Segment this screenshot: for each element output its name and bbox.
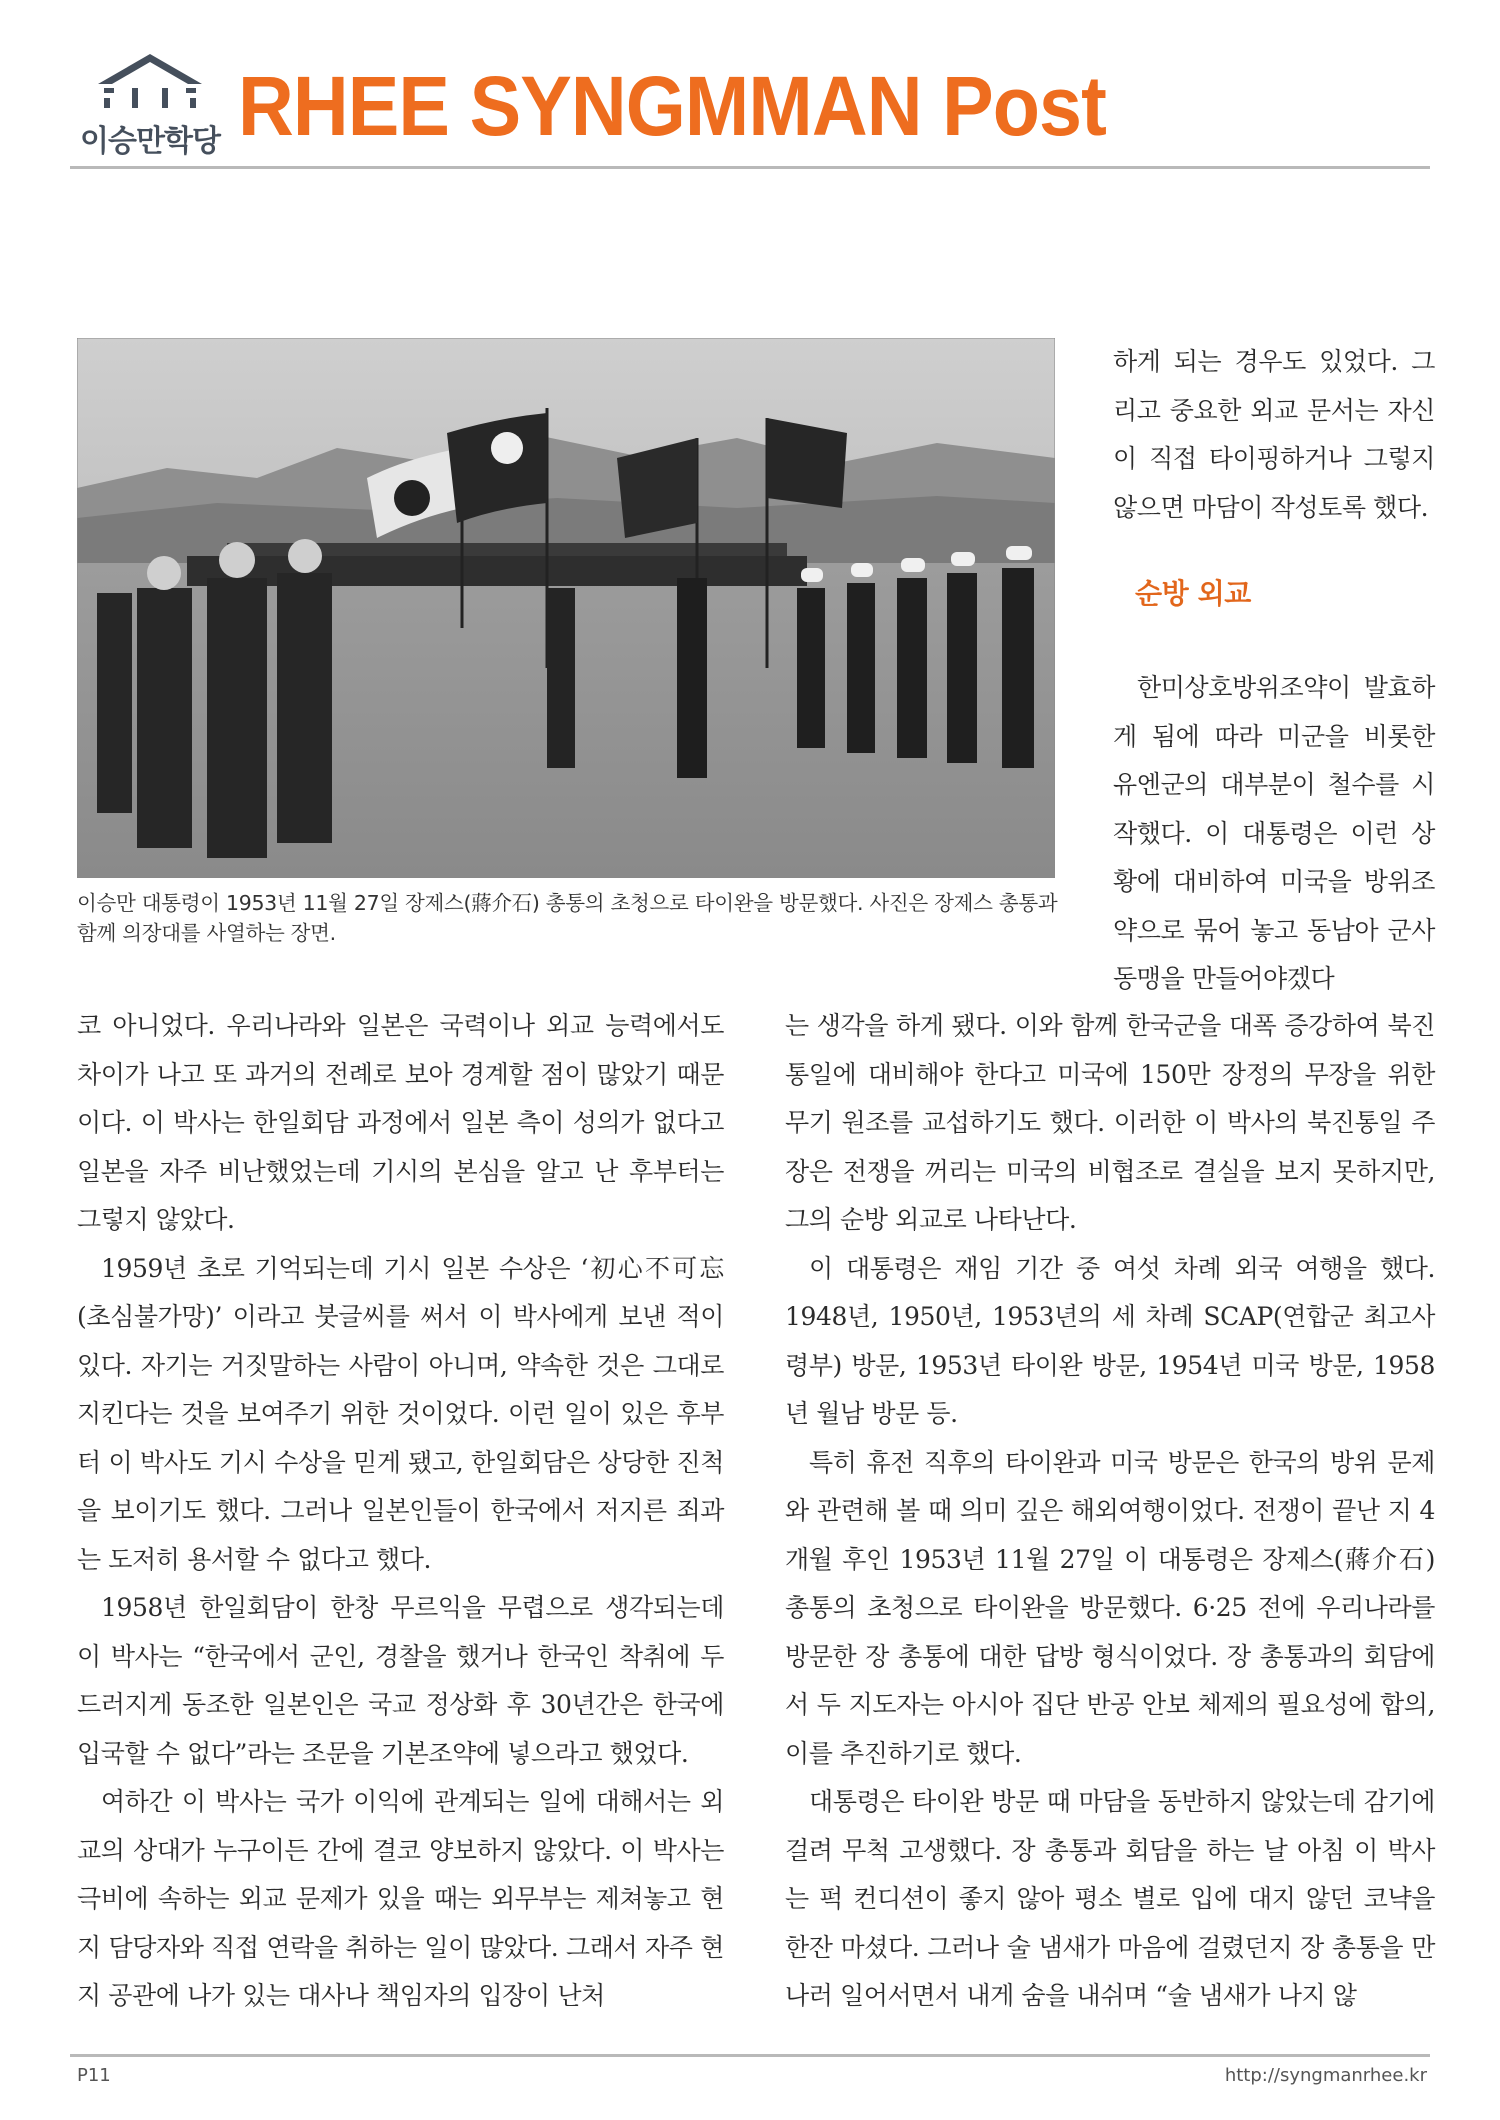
school-house-icon — [90, 50, 210, 116]
right-column-mid — [1113, 664, 1435, 1004]
paragraph: 1958년 한일회담이 한창 무르익을 무렵으로 생각되는데 이 박사는 “한국에서 군인, 경찰을 했거나 한국인 착취에 두드러지게 동조한 일본인은 국교 정상화 후 30년간은 한국에 입국할 수 없다”라는 조문을 기본조약에 넣으라고 했었다. — [77, 1593, 724, 1768]
logo-text: 이승만학당 — [80, 124, 220, 159]
paragraph: 이 대통령은 재임 기간 중 여섯 차례 외국 여행을 했다. 1948년, 1950년, 1953년의 세 차례 SCAP(연합군 최고사령부) 방문, 1953년 타이완 방문, 1954년 미국 방문, 1958년 월남 방문 등. — [785, 1253, 1435, 1428]
paragraph: 한미상호방위조약이 발효하게 됨에 따라 미군을 비롯한 유엔군의 대부분이 철수를 시작했다. 이 대통령은 이런 상황에 대비하여 미국을 방위조약으로 묶어 놓고 동남아 군사동맹을 만들어야겠다 — [1113, 673, 1435, 993]
right-column-top — [1113, 338, 1435, 618]
footer-divider — [70, 2054, 1430, 2057]
historical-photo — [77, 338, 1055, 878]
paragraph: 대통령은 타이완 방문 때 마담을 동반하지 않았는데 감기에 걸려 무척 고생했다. 장 총통과 회담을 하는 날 아침 이 박사는 퍽 컨디션이 좋지 않아 평소 별로 입에 대지 않던 코냑을 한잔 마셨다. 그러나 술 냄새가 마음에 걸렸던지 장 총통을 만나러 일어서면서 내게 숨을 내쉬며 “술 냄새가 나지 않 — [785, 1787, 1435, 2010]
website-url[interactable]: http://syngmanrhee.kr — [1224, 2065, 1427, 2086]
header-divider — [70, 166, 1430, 169]
masthead-title: RHEE SYNGMMAN Post — [238, 59, 1106, 153]
paragraph: 는 생각을 하게 됐다. 이와 함께 한국군을 대폭 증강하여 북진통일에 대비해야 한다고 미국에 150만 장정의 무장을 위한 무기 원조를 교섭하기도 했다. 이러한 이 박사의 북진통일 주장은 전쟁을 꺼리는 미국의 비협조로 결실을 보지 못하지만, 그의 순방 외교로 나타난다. — [785, 1011, 1435, 1234]
section-heading: 순방 외교 — [1135, 577, 1251, 610]
page-header — [70, 50, 1430, 168]
left-column — [77, 1002, 724, 2021]
paragraph: 1959년 초로 기억되는데 기시 일본 수상은 ‘初心不可忘(초심불가망)’ 이라고 붓글씨를 써서 이 박사에게 보낸 적이 있다. 자기는 거짓말하는 사람이 아니며, 약속한 것은 그대로 지킨다는 것을 보여주기 위한 것이었다. 이런 일이 있은 후부터 이 박사도 기시 수상을 믿게 됐고, 한일회담은 상당한 진척을 보이기도 했다. 그러나 일본인들이 한국에서 저지른 죄과는 도저히 용서할 수 없다고 했다. — [77, 1253, 724, 1574]
page-number: P11 — [77, 2065, 111, 2086]
paragraph: 하게 되는 경우도 있었다. 그리고 중요한 외교 문서는 자신이 직접 타이핑하거나 그렇지 않으면 마담이 작성토록 했다. — [1113, 347, 1435, 522]
photo-caption: 이승만 대통령이 1953년 11월 27일 장제스(蔣介石) 총통의 초청으로 타이완을 방문했다. 사진은 장제스 총통과 함께 의장대를 사열하는 장면. — [77, 891, 1058, 945]
right-column — [785, 1002, 1435, 2021]
paragraph: 여하간 이 박사는 국가 이익에 관계되는 일에 대해서는 외교의 상대가 누구이든 간에 결코 양보하지 않았다. 이 박사는 극비에 속하는 외교 문제가 있을 때는 외무부는 제쳐놓고 현지 담당자와 직접 연락을 취하는 일이 많았다. 그래서 자주 현지 공관에 나가 있는 대사나 책임자의 입장이 난처 — [77, 1787, 724, 2010]
logo — [70, 50, 230, 160]
paragraph: 코 아니었다. 우리나라와 일본은 국력이나 외교 능력에서도 차이가 나고 또 과거의 전례로 보아 경계할 점이 많았기 때문이다. 이 박사는 한일회담 과정에서 일본 측이 성의가 없다고 일본을 자주 비난했었는데 기시의 본심을 알고 난 후부터는 그렇지 않았다. — [77, 1011, 724, 1234]
paragraph: 특히 휴전 직후의 타이완과 미국 방문은 한국의 방위 문제와 관련해 볼 때 의미 깊은 해외여행이었다. 전쟁이 끝난 지 4개월 후인 1953년 11월 27일 이 대통령은 장제스(蔣介石) 총통의 초청으로 타이완을 방문했다. 6·25 전에 우리나라를 방문한 장 총통에 대한 답방 형식이었다. 장 총통과의 회담에서 두 지도자는 아시아 집단 반공 안보 체제의 필요성에 합의, 이를 추진하기로 했다. — [785, 1447, 1435, 1768]
